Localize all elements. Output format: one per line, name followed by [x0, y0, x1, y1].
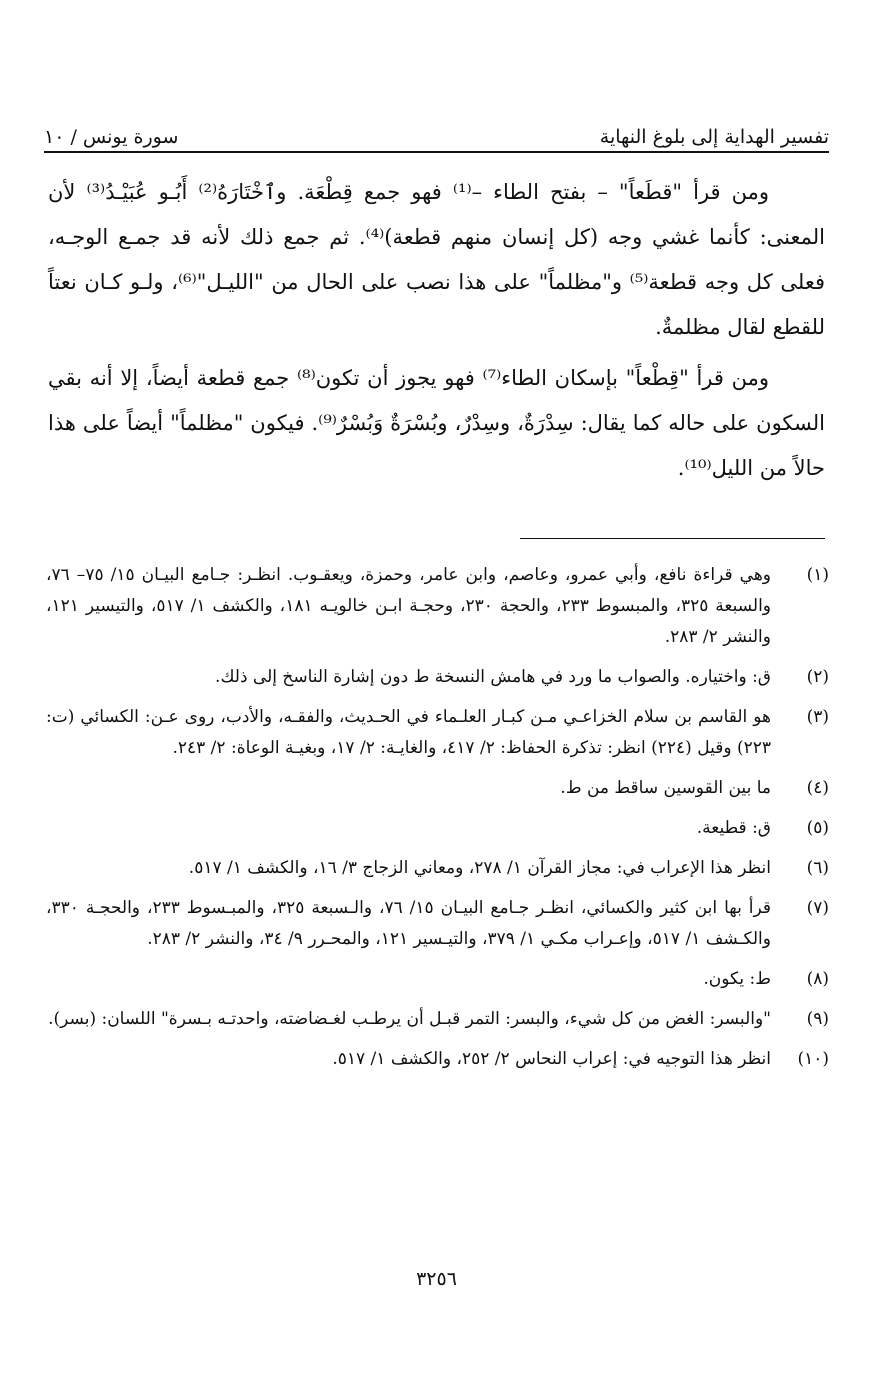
footnote-text: ط: يكون. — [703, 969, 771, 989]
footnote-text: انظر هذا الإعراب في: مجاز القرآن ١/ ٢٧٨، ومعاني الزجاج ٣/ ١٦، والكشف ١/ ٥١٧. — [188, 858, 771, 878]
footnote — [46, 964, 829, 995]
footnote-number: (٣) — [806, 707, 829, 727]
footnote — [46, 853, 829, 884]
page-number: ٣٢٥٦ — [416, 1268, 457, 1290]
footnote-number: (٢) — [806, 667, 829, 687]
header-rule — [44, 151, 829, 153]
footnote-text: "والبسر: الغض من كل شيء، والبسر: التمر قبـل أن يرطـب لغـضاضته، واحدتـه بـسرة" اللسان: (بسر). — [48, 1009, 771, 1029]
paragraph: ومن قرأ "قطَعاً" – بفتح الطاء –⁽¹⁾ فهو جمع قِطْعَة. وٱخْتَارَهُ⁽²⁾ أَبُـو عُبَيْـدُ⁽³⁾ لأن المعنى: كأنما غشي وجه (كل إنسان منهم قطعة)⁽⁴⁾. ثم جمع ذلك لأنه قد جمـع الوجـه، فعلى كل وجه قطعة⁽⁵⁾ و"مظلماً" على هذا نصب على الحال من "الليـل"⁽⁶⁾، ولـو كـان نعتاً للقطع لقال مظلمةٌ. — [48, 180, 825, 339]
footnote — [46, 813, 829, 844]
footnote-text: وهي قراءة نافع، وأبي عمرو، وعاصم، وابن عامر، وحمزة، ويعقـوب. انظـر: جـامع البيـان ١٥/ ٧٥– ٧٦، والسبعة ٣٢٥، والمبسوط ٢٣٣، والحجة ٢٣٠، وحجـة ابـن خالويـه ١٨١، والكشف ١/ ٥١٧، والتيسير ١٢١، والنشر ٢/ ٢٨٣. — [46, 565, 772, 647]
footnote — [46, 1044, 829, 1075]
footnote — [46, 773, 829, 804]
footnote — [46, 1004, 829, 1035]
footnote-number: (٨) — [806, 969, 829, 989]
footnote — [46, 662, 829, 693]
footnote — [46, 560, 829, 653]
footnote-text: ما بين القوسين ساقط من ط. — [560, 778, 771, 798]
surah-label: سورة يونس / ١٠ — [44, 126, 179, 148]
footnote-text: ق: قطيعة. — [696, 818, 771, 838]
footnote-number: (٧) — [806, 898, 829, 918]
footnote-text: انظر هذا التوجيه في: إعراب النحاس ٢/ ٢٥٢، والكشف ١/ ٥١٧. — [332, 1049, 771, 1069]
footnote-number: (٥) — [806, 818, 829, 838]
footnote-text: هو القاسم بن سلام الخزاعـي مـن كبـار العلـماء في الحـديث، والفقـه، والأدب، روى عـن: الكسائي (ت: ٢٢٣) وقيل (٢٢٤) انظر: تذكرة الحفاظ: ٢/ ٤١٧، والغايـة: ٢/ ١٧، وبغيـة الوعاة: ٢/ ٢٤٣. — [46, 707, 771, 758]
footnote-number: (٩) — [806, 1009, 829, 1029]
footnote — [46, 702, 829, 764]
book-title: تفسير الهداية إلى بلوغ النهاية — [599, 126, 829, 148]
footnote-number: (١٠) — [797, 1049, 829, 1069]
footnote — [46, 893, 829, 955]
footnote-number: (١) — [806, 565, 829, 585]
footnote-separator — [520, 538, 825, 539]
main-text — [48, 170, 825, 497]
footnote-text: قرأ بها ابن كثير والكسائي، انظـر جـامع البيـان ١٥/ ٧٦، والـسبعة ٣٢٥، والمبـسوط ٢٣٣، والحجـة ٣٣٠، والكـشف ١/ ٥١٧، وإعـراب مكـي ١/ ٣٧٩، والتيـسير ١٢١، والمحـرر ٩/ ٣٤، والنشر ٢/ ٢٨٣. — [46, 898, 772, 949]
footnotes — [46, 560, 829, 1084]
footnote-text: ق: واختياره. والصواب ما ورد في هامش النسخة ط دون إشارة الناسخ إلى ذلك. — [215, 667, 771, 687]
footnote-number: (٤) — [806, 778, 829, 798]
paragraph: ومن قرأ "قِطْعاً" بإسكان الطاء⁽⁷⁾ فهو يجوز أن تكون⁽⁸⁾ جمع قطعة أيضاً، إلا أنه بقي السكون على حاله كما يقال: سِدْرَةٌ، وسِدْرٌ، وبُسْرَةٌ وَبُسْرٌ⁽⁹⁾. فيكون "مظلماً" أيضاً على هذا حالاً من الليل⁽¹⁰⁾. — [48, 366, 825, 480]
running-header — [44, 112, 829, 148]
footnote-number: (٦) — [806, 858, 829, 878]
